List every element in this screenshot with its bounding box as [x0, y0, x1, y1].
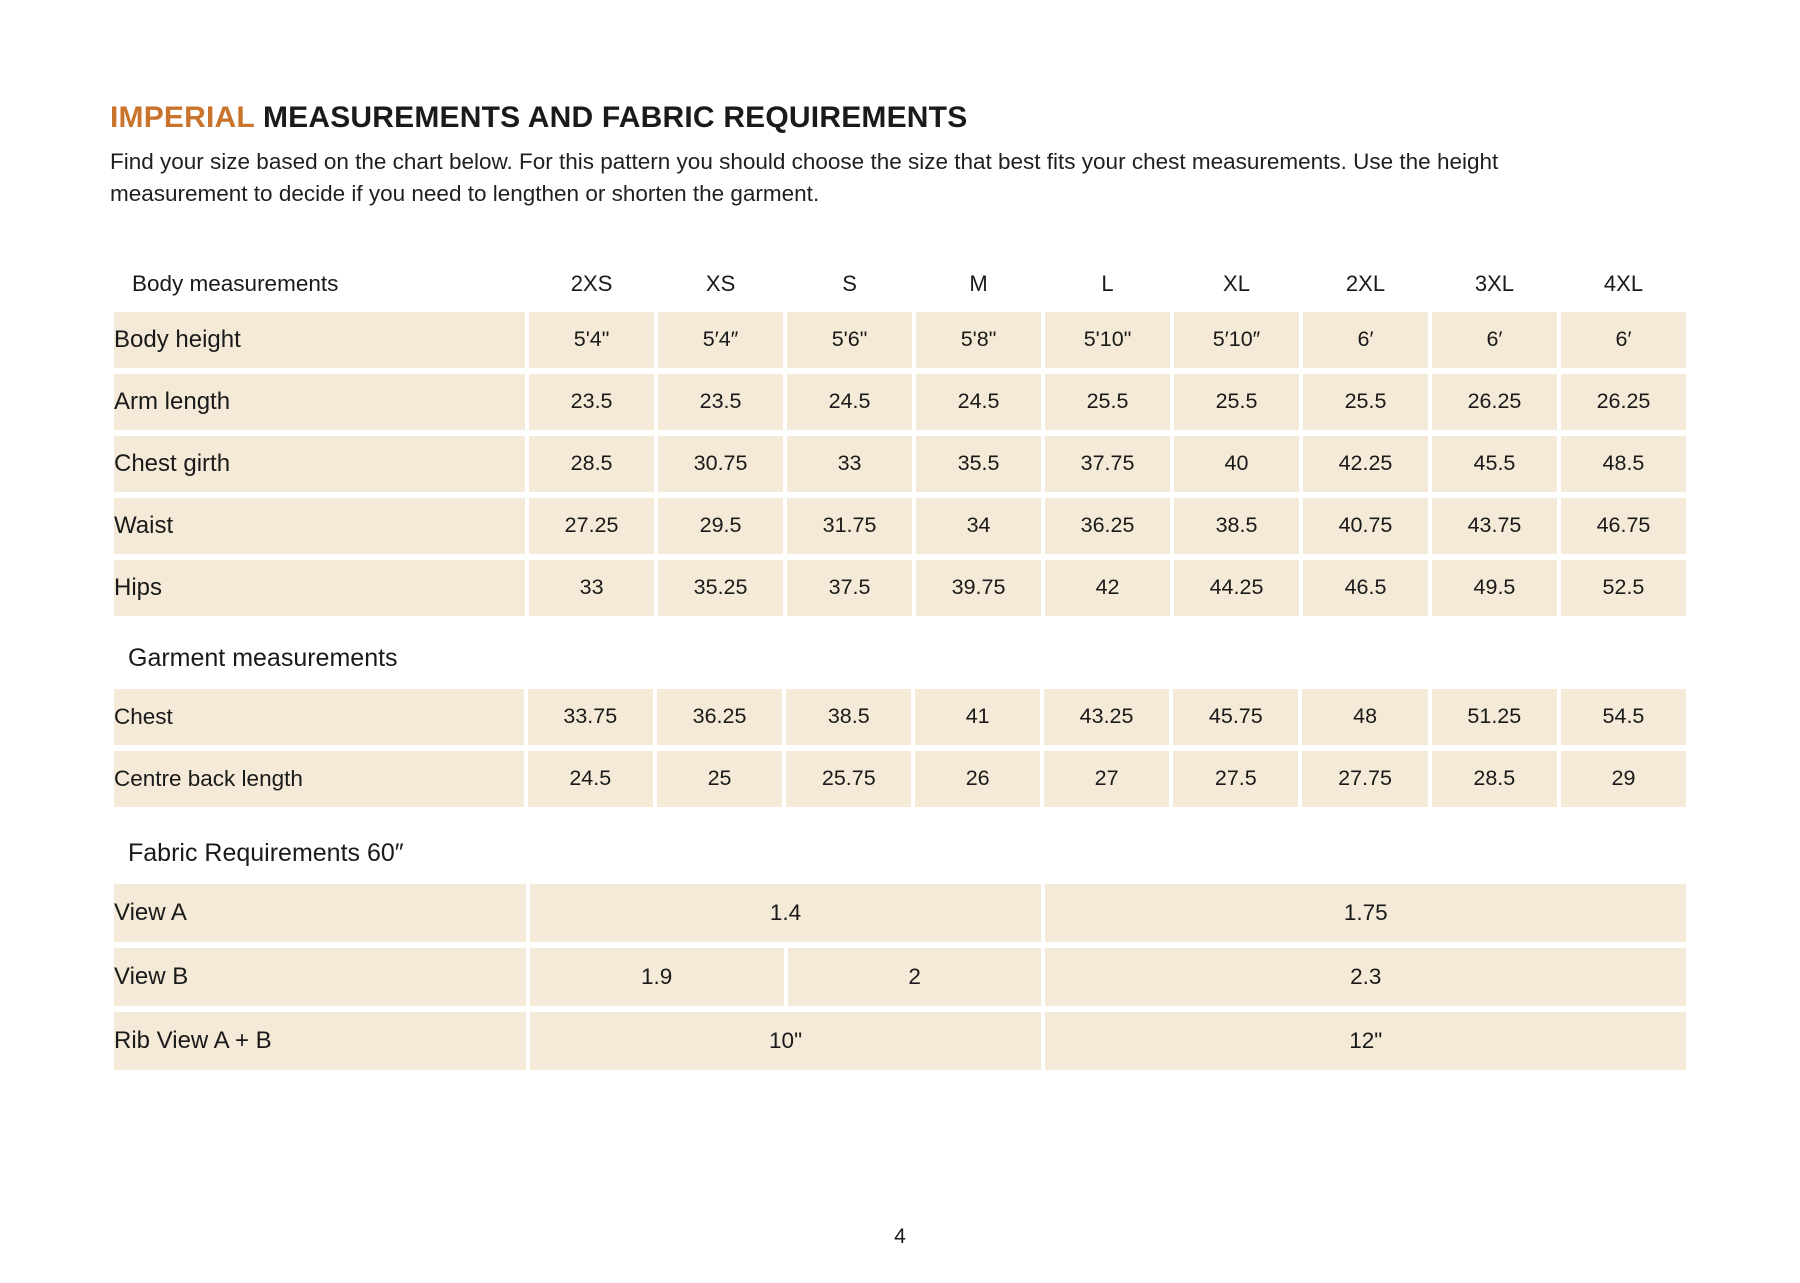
cell-hips-m: 39.75 [916, 560, 1041, 616]
cell-body-height-s: 5'6" [787, 312, 912, 368]
cell-arm-length-xl: 25.5 [1174, 374, 1299, 430]
cell-arm-length-m: 24.5 [916, 374, 1041, 430]
row-label-chest-girth: Chest girth [114, 436, 525, 492]
cell-view-a-group-1: 1.4 [530, 884, 1042, 942]
cell-cbl-l: 27 [1044, 751, 1169, 807]
row-label-view-b: View B [114, 948, 526, 1006]
page-number: 4 [894, 1225, 906, 1248]
cell-chest-girth-xl: 40 [1174, 436, 1299, 492]
cell-chest-2xl: 48 [1302, 689, 1427, 745]
measurements-table-wrap [110, 256, 1690, 1076]
cell-arm-length-2xs: 23.5 [529, 374, 654, 430]
cell-chest-girth-4xl: 48.5 [1561, 436, 1686, 492]
cell-chest-girth-l: 37.75 [1045, 436, 1170, 492]
size-header-2xs: 2XS [570, 270, 613, 296]
cell-waist-4xl: 46.75 [1561, 498, 1686, 554]
size-header-2xl: 2XL [1345, 270, 1386, 296]
cell-hips-4xl: 52.5 [1561, 560, 1686, 616]
body-measurements-table [110, 256, 1690, 622]
page-title-accent: IMPERIAL [110, 101, 255, 134]
cell-waist-m: 34 [916, 498, 1041, 554]
garment-measurements-table [110, 683, 1690, 813]
cell-arm-length-s: 24.5 [787, 374, 912, 430]
cell-chest-2xs: 33.75 [528, 689, 653, 745]
cell-cbl-3xl: 28.5 [1432, 751, 1557, 807]
cell-body-height-4xl: 6′ [1561, 312, 1686, 368]
cell-waist-xs: 29.5 [658, 498, 783, 554]
cell-rib-group-1: 10" [530, 1012, 1042, 1070]
cell-waist-s: 31.75 [787, 498, 912, 554]
cell-view-b-group-3: 2.3 [1045, 948, 1686, 1006]
cell-hips-xs: 35.25 [658, 560, 783, 616]
table-row [114, 884, 1686, 942]
cell-waist-3xl: 43.75 [1432, 498, 1557, 554]
garment-measurements-title: Garment measurements [128, 643, 398, 672]
cell-cbl-xs: 25 [657, 751, 782, 807]
cell-chest-xs: 36.25 [657, 689, 782, 745]
table-row [114, 312, 1686, 368]
cell-body-height-xs: 5′4″ [658, 312, 783, 368]
cell-chest-3xl: 51.25 [1432, 689, 1557, 745]
cell-chest-s: 38.5 [786, 689, 911, 745]
cell-arm-length-3xl: 26.25 [1432, 374, 1557, 430]
cell-body-height-m: 5'8" [916, 312, 1041, 368]
page-title [110, 100, 1690, 136]
row-label-body-height: Body height [114, 312, 525, 368]
cell-rib-group-2: 12" [1045, 1012, 1686, 1070]
cell-body-height-2xl: 6′ [1303, 312, 1428, 368]
table-row [114, 689, 1686, 745]
body-measurements-label: Body measurements [132, 270, 339, 296]
cell-cbl-2xs: 24.5 [528, 751, 653, 807]
cell-view-b-group-1: 1.9 [530, 948, 784, 1006]
cell-chest-m: 41 [915, 689, 1040, 745]
cell-chest-girth-3xl: 45.5 [1432, 436, 1557, 492]
cell-cbl-s: 25.75 [786, 751, 911, 807]
cell-waist-l: 36.25 [1045, 498, 1170, 554]
row-label-centre-back-length: Centre back length [114, 751, 524, 807]
cell-hips-2xl: 46.5 [1303, 560, 1428, 616]
fabric-requirements-title: Fabric Requirements 60″ [128, 838, 404, 867]
cell-view-b-group-2: 2 [788, 948, 1042, 1006]
row-label-view-a: View A [114, 884, 526, 942]
size-header-m: M [969, 270, 988, 296]
cell-chest-girth-2xs: 28.5 [529, 436, 654, 492]
cell-waist-2xl: 40.75 [1303, 498, 1428, 554]
page-title-rest: MEASUREMENTS AND FABRIC REQUIREMENTS [262, 101, 968, 134]
cell-chest-girth-xs: 30.75 [658, 436, 783, 492]
cell-chest-4xl: 54.5 [1561, 689, 1686, 745]
cell-cbl-4xl: 29 [1561, 751, 1686, 807]
table-row [114, 498, 1686, 554]
row-label-waist: Waist [114, 498, 525, 554]
size-header-xs: XS [705, 270, 736, 296]
cell-hips-s: 37.5 [787, 560, 912, 616]
fabric-requirements-table [110, 878, 1690, 1076]
cell-arm-length-2xl: 25.5 [1303, 374, 1428, 430]
cell-waist-xl: 38.5 [1174, 498, 1299, 554]
cell-chest-xl: 45.75 [1173, 689, 1298, 745]
table-row [114, 436, 1686, 492]
size-header-s: S [842, 270, 857, 296]
table-row [114, 374, 1686, 430]
cell-hips-3xl: 49.5 [1432, 560, 1557, 616]
cell-hips-l: 42 [1045, 560, 1170, 616]
cell-arm-length-l: 25.5 [1045, 374, 1170, 430]
cell-cbl-xl: 27.5 [1173, 751, 1298, 807]
row-label-hips: Hips [114, 560, 525, 616]
cell-chest-girth-m: 35.5 [916, 436, 1041, 492]
cell-hips-2xs: 33 [529, 560, 654, 616]
table-row [114, 1012, 1686, 1070]
size-header-3xl: 3XL [1474, 270, 1515, 296]
intro-paragraph: Find your size based on the chart below. For this pattern you should choose the size that best fits your chest measurements. Use the height measurement to decide if you need to lengthen or shorten the garment. [110, 149, 1499, 206]
cell-body-height-l: 5'10" [1045, 312, 1170, 368]
size-header-xl: XL [1223, 270, 1250, 296]
cell-view-a-group-2: 1.75 [1045, 884, 1686, 942]
cell-cbl-m: 26 [915, 751, 1040, 807]
cell-body-height-xl: 5′10″ [1174, 312, 1299, 368]
row-label-chest: Chest [114, 689, 524, 745]
cell-waist-2xs: 27.25 [529, 498, 654, 554]
cell-body-height-3xl: 6′ [1432, 312, 1557, 368]
size-header-l: L [1101, 270, 1114, 296]
cell-hips-xl: 44.25 [1174, 560, 1299, 616]
cell-arm-length-xs: 23.5 [658, 374, 783, 430]
cell-body-height-2xs: 5'4" [529, 312, 654, 368]
table-row [114, 751, 1686, 807]
table-header-row [114, 262, 1686, 306]
cell-chest-l: 43.25 [1044, 689, 1169, 745]
row-label-arm-length: Arm length [114, 374, 525, 430]
cell-arm-length-4xl: 26.25 [1561, 374, 1686, 430]
cell-chest-girth-2xl: 42.25 [1303, 436, 1428, 492]
cell-chest-girth-s: 33 [787, 436, 912, 492]
row-label-rib-view-a-b: Rib View A + B [114, 1012, 526, 1070]
cell-cbl-2xl: 27.75 [1302, 751, 1427, 807]
size-header-4xl: 4XL [1603, 270, 1644, 296]
table-row [114, 560, 1686, 616]
table-row [114, 948, 1686, 1006]
